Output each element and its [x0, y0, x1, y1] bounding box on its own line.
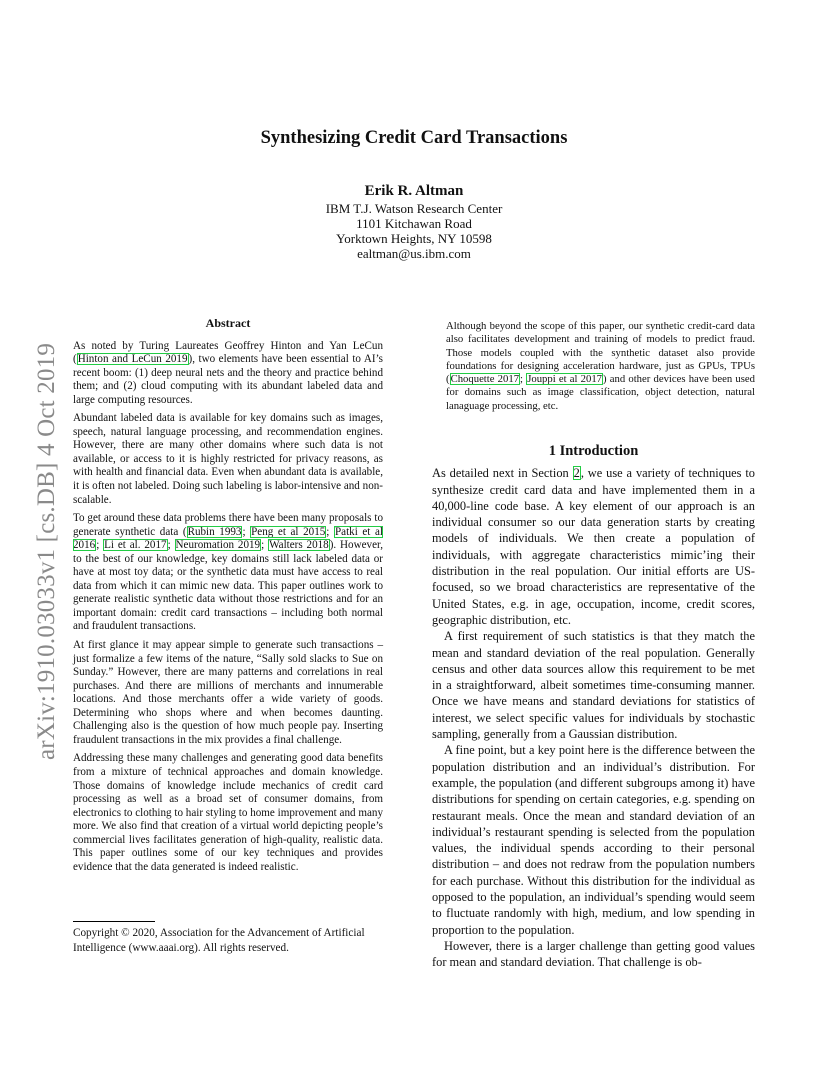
intro-paragraph-3: A fine point, but a key point here is the difference between the population distribution and an individual’s distribution. For example, the population (and different subgroups among it) have distributions for spending on certain categories, e.g. spending on restaurant meals. Once the mean and standard deviation of an individual’s restaurant spending is selected from the population values, the individual spends according to their personal distribution – and does not redraw from the population numbers for each purchase. Without this distribution for the individual as opposed to the population, an individual’s spending would seem to fluctuate randomly with high, medium, and low spending in proportion to the population.	[432, 743, 755, 937]
intro-paragraph-4: However, there is a larger challenge than getting good values for mean and standard deviation. That challenge is ob-	[432, 938, 755, 970]
paper-title: Synthesizing Credit Card Transactions	[260, 128, 568, 148]
abstract-continuation	[446, 320, 755, 413]
text-run: To get around these data problems there have been many proposals to generate synthetic data (	[73, 512, 383, 538]
abstract-paragraph-1	[73, 340, 383, 408]
text-run: ;	[520, 373, 527, 386]
abstract-paragraph-4: At first glance it may appear simple to generate such transactions – just formalize a few items of the nature, “Sally sold slacks to Sue on Sunday.” However, there are many patterns and correlations in real purchases. And there are millions of merchants and innumerable locations. And those merchants offer a wide variety of goods. Determining who shops where and when becomes daunting. Challenging also is the question of how much people pay. Inserting fraudulent transactions in the mix provides a final challenge.	[73, 639, 383, 746]
text-run: ) and other devices have been used for domains such as image classification, object detection, natural lanaguage processing, etc.	[446, 373, 755, 412]
citation-link[interactable]: Jouppi et al 2017	[527, 373, 603, 386]
intro-paragraph-1	[432, 465, 755, 628]
citation-link[interactable]: Peng et al 2015	[251, 525, 326, 538]
abstract-paragraph-5: Addressing these many challenges and generating good data benefits from a mixture of technical approaches and domain knowledge. Those domains of knowledge include mechanics of credit card processing as well as a broad set of consumer domains, from electronics to clothing to hair styling to home improvement and many more. We also find that creation of a virtual world depicting people’s commercial lives facilitates generation of high-quality, realistic data. This paper outlines some of our key techniques and provides evidence that the data generated is indeed realistic.	[73, 752, 383, 873]
abstract-heading: Abstract	[205, 316, 251, 330]
copyright-notice: Copyright © 2020, Association for the Advancement of Artificial Intelligence (www.aaai.org). All rights reserved.	[73, 927, 365, 954]
text-run: As detailed next in Section	[432, 466, 573, 481]
citation-link[interactable]: Choquette 2017	[450, 373, 520, 386]
text-run: ;	[242, 525, 251, 538]
citation-link[interactable]: Patki et al 2016	[73, 525, 383, 552]
author-email: ealtman@us.ibm.com	[357, 246, 471, 261]
text-run: , we use a variety of techniques to synthesize credit card data and have implemented them in a 40,000-line code base. A key element of our approach is an individual consumer so our data generation starts by creating models of individuals. We then create a population of individuals, with aggregate characteristics mimic’ing their distribution in the real population. Our initial efforts are US-focused, so we broad characteristics are representative of the United States, e.g. in age, occupation, income, credit scores, geographic distribution, etc.	[432, 466, 755, 627]
author-affiliation: IBM T.J. Watson Research Center	[325, 201, 503, 216]
citation-link[interactable]: Walters 2018	[269, 539, 329, 552]
citation-link[interactable]: Neuromation 2019	[175, 539, 261, 552]
section-heading: 1 Introduction	[548, 443, 639, 459]
intro-paragraph-2: A first requirement of such statistics is that they match the mean and standard deviation of the real population. Generally census and other data sources allow this requirement to be met in a straightforward, albeit sometimes time-consuming manner. Once we have means and standard deviations for statistics of interest, we select specific values for individuals by stochastic sampling, generally from a Gaussian distribution.	[432, 629, 755, 742]
author-name: Erik R. Altman	[364, 183, 464, 199]
text-run: ), two elements have been essential to AI’s recent boom: (1) deep neural nets and the theory and practice behind them; and (2) cloud computing with its abundant labeled data and large computing resources.	[73, 353, 383, 406]
introduction-section	[432, 443, 755, 971]
text-run: ;	[261, 539, 269, 552]
section-reference-link[interactable]: 2	[573, 466, 580, 481]
abstract-paragraph-6	[446, 320, 755, 413]
arxiv-identifier: arXiv:1910.03033v1 [cs.DB] 4 Oct 2019	[33, 342, 60, 760]
citation-link[interactable]: Hinton and LeCun 2019	[77, 353, 188, 366]
text-run: ;	[326, 525, 334, 538]
abstract-paragraph-3	[73, 512, 383, 634]
text-run: ;	[96, 539, 104, 552]
text-run: ;	[167, 539, 175, 552]
author-address-line1: 1101 Kitchawan Road	[356, 216, 472, 231]
abstract-paragraph-2: Abundant labeled data is available for key domains such as images, speech, natural language processing, and recommendation engines. However, there are many other domains where such data is not available, or access to it is highly restricted for privacy reasons, as with health and financial data. Even when abundant data is available, it is often not labeled. Doing such labeling is labor-intensive and non-scalable.	[73, 412, 383, 506]
footnote-rule	[73, 921, 155, 922]
text-run: ). However, to the best of our knowledge, key domains still lack labeled data or have at most toy data; or the synthetic data must have access to real data from which it can mimic new data. This paper outlines work to generate realistic synthetic data without those restrictions and for an important domain: credit card transactions – including both normal and fraudulent transactions.	[73, 539, 384, 633]
citation-link[interactable]: Li et al. 2017	[104, 539, 167, 552]
author-block	[0, 182, 828, 261]
text-run: As noted by Turing Laureates Geoffrey Hinton and Yan LeCun (	[73, 339, 383, 366]
author-address-line2: Yorktown Heights, NY 10598	[336, 231, 492, 246]
citation-link[interactable]: Rubin 1993	[187, 525, 242, 538]
text-run: Although beyond the scope of this paper, our synthetic credit-card data also facilitates development and training of models to predict fraud. Those models coupled with the synthetic dataset also provide foundations for designing acceleration hardware, just as GPUs, TPUs (	[446, 320, 755, 386]
abstract-column	[73, 317, 383, 879]
